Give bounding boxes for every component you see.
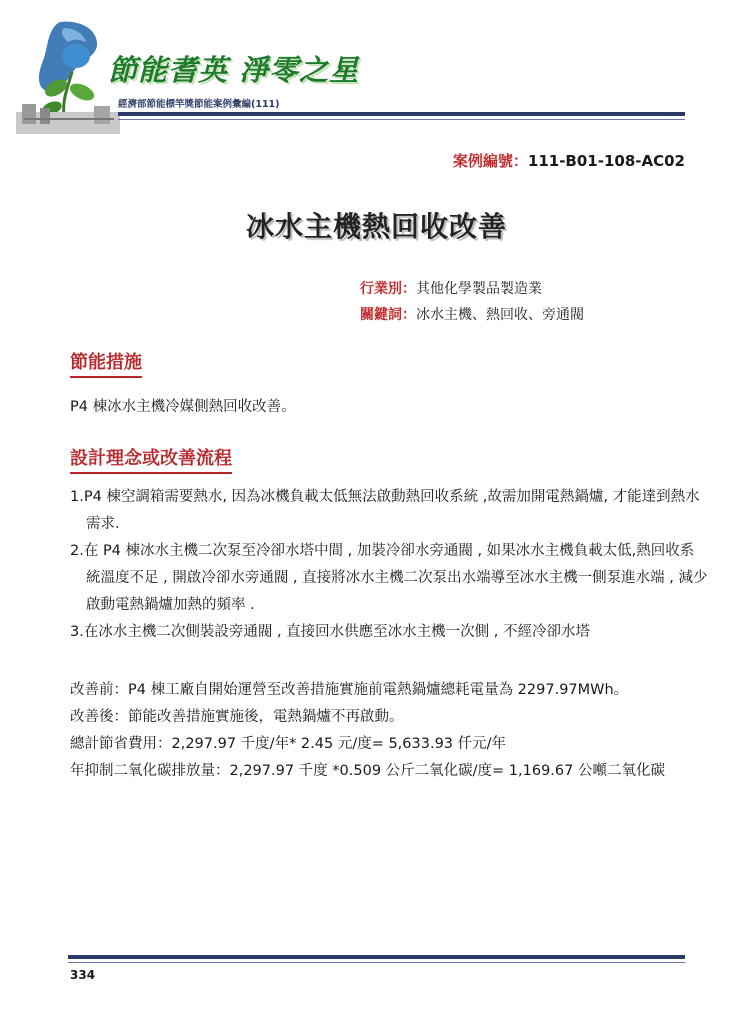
header-rule xyxy=(118,112,685,116)
header-rule-thin xyxy=(118,119,685,120)
case-number-value: 111-B01-108-AC02 xyxy=(527,152,685,170)
keywords-label: 關鍵詞： xyxy=(360,307,416,323)
industry-value: 其他化學製品製造業 xyxy=(416,281,542,297)
taiwan-map-plant-logo-icon xyxy=(12,16,122,134)
keywords-value: 冰水主機、熱回收、旁通閥 xyxy=(416,307,584,323)
industry-label: 行業別： xyxy=(360,281,416,297)
page-number: 334 xyxy=(70,968,96,982)
brand-subtitle: 經濟部節能標竿獎節能案例彙編(111) xyxy=(118,99,280,110)
design-item-2: 2.在 P4 棟冰水主機二次泵至冷卻水塔中間 , 加裝冷卻水旁通閥 , 如果冰水主機負載太低,熱回收系統溫度不足 , 開啟冷卻水旁通閥 , 直接將冰水主機二次泵出水端導至冰水主機一側泵進水端 , 減少啟動電熱鍋爐加熱的頻率 . xyxy=(70,543,708,613)
page-header xyxy=(0,0,753,140)
result-after: 改善後：節能改善措施實施後，電熱鍋爐不再啟動。 xyxy=(70,709,404,725)
measures-text: P4 棟冰水主機冷媒側熱回收改善。 xyxy=(70,399,296,415)
brand-title: 節能耆英 淨零之星 xyxy=(108,53,360,87)
result-co2: 年抑制二氧化碳排放量：2,297.97 千度 *0.509 公斤二氧化碳/度= 1,169.67 公噸二氧化碳 xyxy=(70,763,665,779)
footer-rule xyxy=(68,955,685,959)
measures-heading: 節能措施 xyxy=(70,348,142,378)
design-item-1: 1.P4 棟空調箱需要熱水, 因為冰機負載太低無法啟動熱回收系統 ,故需加開電熱鍋爐, 才能達到熱水需求. xyxy=(70,489,700,532)
design-item-3: 3.在冰水主機二次側裝設旁通閥 , 直接回水供應至冰水主機一次側 , 不經冷卻水塔 xyxy=(70,624,590,640)
result-savings: 總計節省費用：2,297.97 千度/年* 2.45 元/度= 5,633.93 仟元/年 xyxy=(70,736,507,752)
case-number xyxy=(453,150,685,171)
footer-rule-thin xyxy=(68,962,685,963)
design-heading: 設計理念或改善流程 xyxy=(70,444,232,474)
page-title: 冰水主機熱回收改善 xyxy=(245,210,507,243)
result-before: 改善前：P4 棟工廠自開始運營至改善措施實施前電熱鍋爐總耗電量為 2297.97MWh。 xyxy=(70,682,629,698)
case-number-label: 案例編號： xyxy=(452,152,528,170)
keywords-line xyxy=(360,304,584,324)
industry-line xyxy=(360,278,542,298)
